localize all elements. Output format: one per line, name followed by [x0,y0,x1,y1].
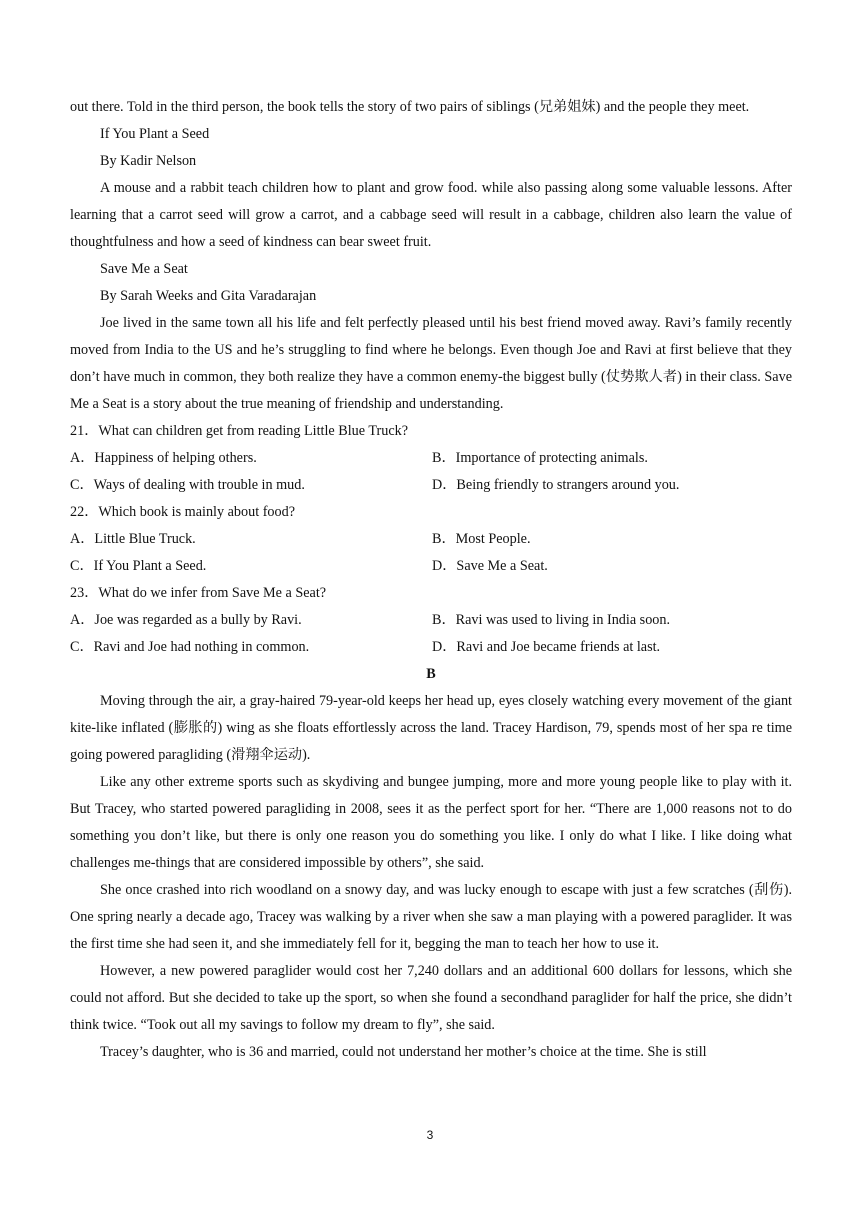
question-stem: 22．Which book is mainly about food? [70,504,295,520]
option-a: A．Little Blue Truck. [70,531,196,547]
passage-b-paragraph: She once crashed into rich woodland on a snowy day, and was lucky enough to escape with just a few scratches (刮伤). One spring nearly a decade ago, Tracey was walking by a river when she saw a man playing with a powered paraglider. It was the first time she had seen it, and she immediately fell for it, begging the man to teach her how to use it. [70,882,792,952]
option-a: A．Happiness of helping others. [70,450,257,466]
option-c: C．If You Plant a Seed. [70,558,207,574]
option-row [70,445,792,472]
book-description-if-you-plant-a-seed: A mouse and a rabbit teach children how to plant and grow food. while also passing along some valuable lessons. After learning that a carrot seed will grow a carrot, and a cabbage seed will result in a cabbage, children also learn the value of thoughtfulness and how a seed of kindness can bear sweet fruit. [70,180,792,250]
book-title-if-you-plant-a-seed: If You Plant a Seed [100,126,210,142]
option-row [70,526,792,553]
question-22 [70,499,792,580]
book-title-save-me-a-seat: Save Me a Seat [100,261,188,277]
option-c: C．Ravi and Joe had nothing in common. [70,639,310,655]
question-23 [70,580,792,661]
document-page [70,94,792,1066]
option-d: D．Save Me a Seat. [432,558,548,574]
option-a: A．Joe was regarded as a bully by Ravi. [70,612,302,628]
passage-b-paragraph: Tracey’s daughter, who is 36 and married, could not understand her mother’s choice at the time. She is still [100,1044,707,1060]
passage-a-continuation: out there. Told in the third person, the book tells the story of two pairs of siblings (兄弟姐妹) and the people they meet. [70,99,750,115]
option-row [70,472,792,499]
book-author-kadir-nelson: By Kadir Nelson [100,153,197,169]
option-row [70,634,792,661]
option-d: D．Ravi and Joe became friends at last. [432,639,661,655]
book-author-weeks-varadarajan: By Sarah Weeks and Gita Varadarajan [100,288,317,304]
option-c: C．Ways of dealing with trouble in mud. [70,477,305,493]
page-number: 3 [426,1128,434,1142]
passage-b-paragraph: Like any other extreme sports such as skydiving and bungee jumping, more and more young people like to play with it. But Tracey, who started powered paragliding in 2008, sees it as the perfect sport for her. “There are 1,000 reasons not to do something you don’t like, but there is only one reason you do something you like. I only do what I like. I like doing what challenges me-things that are considered impossible by others”, she said. [70,774,792,871]
question-stem: 21．What can children get from reading Little Blue Truck? [70,423,409,439]
passage-b-paragraph: Moving through the air, a gray-haired 79-year-old keeps her head up, eyes closely watching every movement of the giant kite-like inflated (膨胀的) wing as she floats effortlessly across the land. Tracey Hardison, 79, spends most of her spa re time going powered paragliding (滑翔伞运动). [70,693,792,763]
passage-b-paragraph: However, a new powered paraglider would cost her 7,240 dollars and an additional 600 dollars for lessons, which she could not afford. But she decided to take up the sport, so when she found a secondhand paraglider for half the price, she didn’t think twice. “Took out all my savings to follow my dream to fly”, she said. [70,963,792,1033]
option-row [70,607,792,634]
question-21 [70,418,792,499]
option-d: D．Being friendly to strangers around you. [432,477,680,493]
option-b: B．Most People. [432,531,531,547]
option-row [70,553,792,580]
question-stem: 23．What do we infer from Save Me a Seat? [70,585,327,601]
option-b: B．Ravi was used to living in India soon. [432,612,671,628]
book-description-save-me-a-seat: Joe lived in the same town all his life and felt perfectly pleased until his best friend moved away. Ravi’s family recently moved from India to the US and he’s struggling to find where he belongs. Even though Joe and Ravi at first believe that they don’t have much in common, they both realize they have a common enemy-the biggest bully (仗势欺人者) in their class. Save Me a Seat is a story about the true meaning of friendship and understanding. [70,315,792,412]
option-b: B．Importance of protecting animals. [432,450,648,466]
section-heading-b: B [426,666,436,682]
